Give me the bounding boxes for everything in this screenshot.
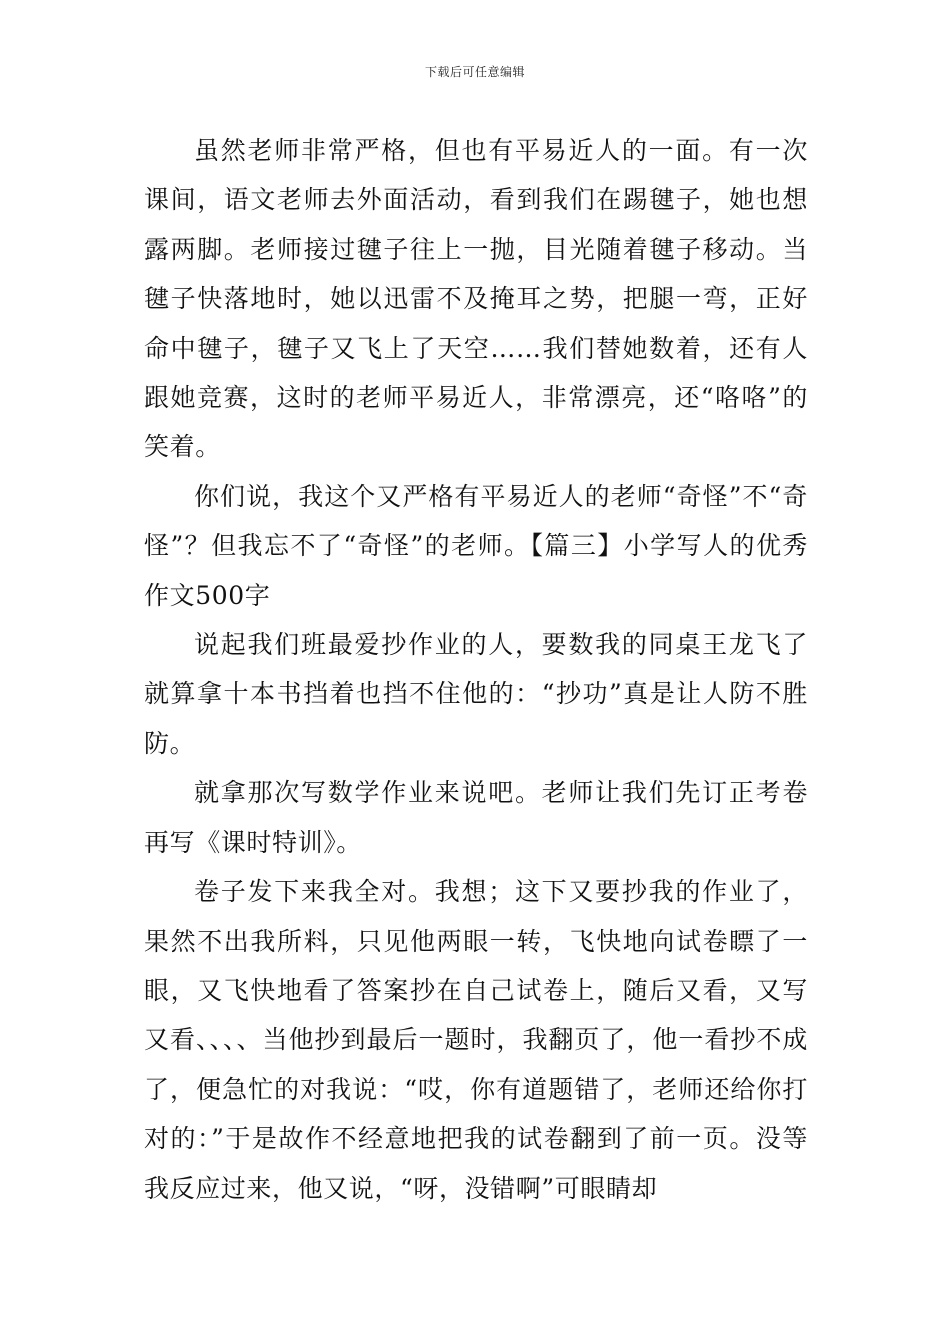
paragraph-copying-story: 卷子发下来我全对。我想；这下又要抄我的作业了，果然不出我所料，只见他两眼一转，飞快地向试卷瞟了一眼，又飞快地看了答案抄在自己试卷上，随后又看，又写又看、、、、当他抄到最后一题时，我翻页了，他一看抄不成了，便急忙的对我说：“哎，你有道题错了，老师还给你打对的：”于是故作不经意地把我的试卷翻到了前一页。没等我反应过来，他又说，“呀，没错啊”可眼睛却: [144, 877, 808, 1203]
paragraph-teacher-kicks-shuttlecock: 虽然老师非常严格，但也有平易近人的一面。有一次课间，语文老师去外面活动，看到我们在踢毽子，她也想露两脚。老师接过毽子往上一抛，目光随着毽子移动。当毽子快落地时，她以迅雷不及掩耳之势，把腿一弯，正好命中毽子，毽子又飞上了天空……我们替她数着，还有人跟她竞赛，这时的老师平易近人，非常漂亮，还“咯咯”的笑着。: [144, 136, 808, 462]
page-header-note: 下载后可任意编辑: [424, 65, 525, 79]
paragraph-deskmate-intro: 说起我们班最爱抄作业的人，要数我的同桌王龙飞了就算拿十本书挡着也挡不住他的：“抄功”真是让人防不胜防。: [144, 630, 808, 758]
paragraph-math-homework: 就拿那次写数学作业来说吧。老师让我们先订正考卷再写《课时特训》。: [144, 778, 808, 857]
paragraph-strange-teacher: 你们说，我这个又严格有平易近人的老师“奇怪”不“奇怪”？但我忘不了“奇怪”的老师。【篇三】小学写人的优秀作文500字: [144, 481, 808, 610]
document-body: [144, 126, 808, 1213]
